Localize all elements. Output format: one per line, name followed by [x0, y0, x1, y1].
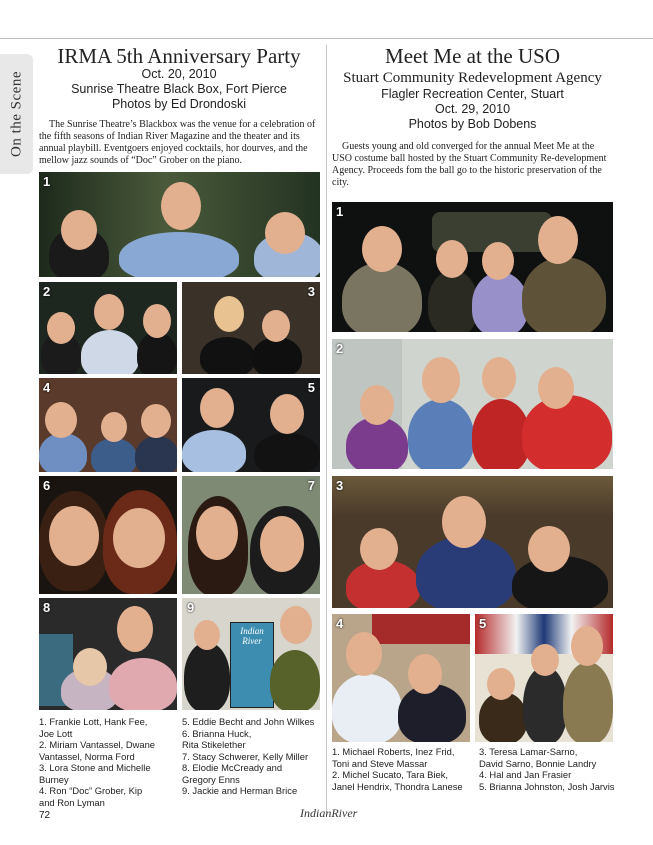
caption-line: Janel Hendrix, Thondra Lanese	[332, 780, 463, 792]
left-date: Oct. 20, 2010	[141, 67, 217, 81]
section-tab-label: On the Scene	[8, 71, 24, 157]
left-photo-8	[39, 598, 177, 710]
photo-number: 9	[187, 600, 195, 615]
right-captions-col2	[479, 746, 619, 792]
caption-line: Gregory Enns	[182, 773, 240, 785]
caption-line: Toni and Steve Massar	[332, 757, 428, 769]
left-photo-9	[182, 598, 320, 710]
left-article-header	[39, 45, 319, 167]
left-photo-3	[182, 282, 320, 374]
caption-line: 1. Michael Roberts, Inez Frid,	[332, 746, 455, 757]
caption-line: 4. Hal and Jan Frasier	[479, 769, 572, 780]
photo-number: 3	[336, 478, 344, 493]
page-number: 72	[39, 810, 51, 821]
caption-line: David Sarno, Bonnie Landry	[479, 757, 597, 769]
left-title: IRMA 5th Anniversary Party	[57, 44, 301, 68]
caption-line: 7. Stacy Schwerer, Kelly Miller	[182, 750, 309, 762]
top-rule	[0, 38, 653, 39]
caption-line: 1. Frankie Lott, Hank Fee,	[39, 716, 148, 727]
caption-line: Vantassel, Norma Ford	[39, 750, 135, 762]
right-photo-2	[332, 339, 613, 469]
photo-number: 1	[336, 204, 344, 219]
magazine-cover-title: Indian River	[240, 626, 264, 646]
photo-number: 2	[43, 284, 51, 299]
right-article-header	[332, 45, 613, 189]
right-intro: Guests young and old converged for the annual Meet Me at the USO costume ball hosted by the Stuart Community Re-development Agency. Proceeds fom the ball go to the historic preservation of the city.	[332, 141, 607, 188]
right-venue: Flagler Recreation Center, Stuart	[381, 87, 564, 101]
left-venue: Sunrise Theatre Black Box, Fort Pierce	[71, 82, 287, 96]
caption-line: 8. Elodie McCready and	[182, 762, 283, 773]
right-org: Stuart Community Redevelopment Agency	[343, 70, 602, 86]
right-captions-col1	[332, 746, 474, 792]
magazine-logo: IndianRiver	[300, 806, 358, 820]
left-captions-col1	[39, 716, 179, 808]
caption-line: 3. Teresa Lamar-Sarno,	[479, 746, 578, 757]
photo-number: 5	[479, 616, 487, 631]
caption-line: 2. Miriam Vantassel, Dwane	[39, 739, 156, 750]
right-photo-4	[332, 614, 470, 742]
caption-line: 4. Ron “Doc” Grober, Kip	[39, 785, 143, 796]
photo-number: 4	[336, 616, 344, 631]
photo-number: 5	[307, 380, 315, 395]
photo-number: 8	[43, 600, 51, 615]
magazine-cover	[230, 622, 274, 708]
caption-line: and Ron Lyman	[39, 796, 105, 808]
caption-line: 5. Eddie Becht and John Wilkes	[182, 716, 315, 727]
photo-number: 6	[43, 478, 51, 493]
right-credit: Photos by Bob Dobens	[408, 117, 537, 131]
caption-line: Burney	[39, 773, 69, 785]
caption-line: 3. Lora Stone and Michelle	[39, 762, 151, 773]
right-photo-1	[332, 202, 613, 332]
caption-line: Rita Stikelether	[182, 739, 246, 750]
left-captions-col2	[182, 716, 322, 797]
left-intro: The Sunrise Theatre’s Blackbox was the venue for a celebration of the fifth seasons of Indian River Magazine and the theater and its annual playbill. Eventgoers enjoyed cocktails, hor dourves, and the mellow jazz sounds of “Doc” Grober on the piano.	[39, 119, 316, 166]
right-photo-3	[332, 476, 613, 608]
caption-line: 6. Brianna Huck,	[182, 727, 252, 739]
left-photo-4	[39, 378, 177, 472]
photo-number: 2	[336, 341, 344, 356]
photo-number: 3	[307, 284, 315, 299]
caption-line: 2. Michel Sucato, Tara Biek,	[332, 769, 449, 780]
left-credit: Photos by Ed Drondoski	[111, 97, 247, 111]
left-photo-5	[182, 378, 320, 472]
photo-number: 7	[307, 478, 315, 493]
left-photo-1	[39, 172, 320, 277]
left-photo-2	[39, 282, 177, 374]
right-date: Oct. 29, 2010	[434, 102, 511, 116]
caption-line: 9. Jackie and Herman Brice	[182, 785, 298, 796]
right-photo-5	[475, 614, 613, 742]
left-photo-6	[39, 476, 177, 594]
photo-number: 4	[43, 380, 51, 395]
column-divider	[326, 45, 327, 815]
left-photo-7	[182, 476, 320, 594]
caption-line: 5. Brianna Johnston, Josh Jarvis	[479, 780, 615, 792]
photo-number: 1	[43, 174, 51, 189]
caption-line: Joe Lott	[39, 727, 73, 739]
right-title: Meet Me at the USO	[385, 44, 560, 68]
section-tab	[0, 54, 33, 174]
